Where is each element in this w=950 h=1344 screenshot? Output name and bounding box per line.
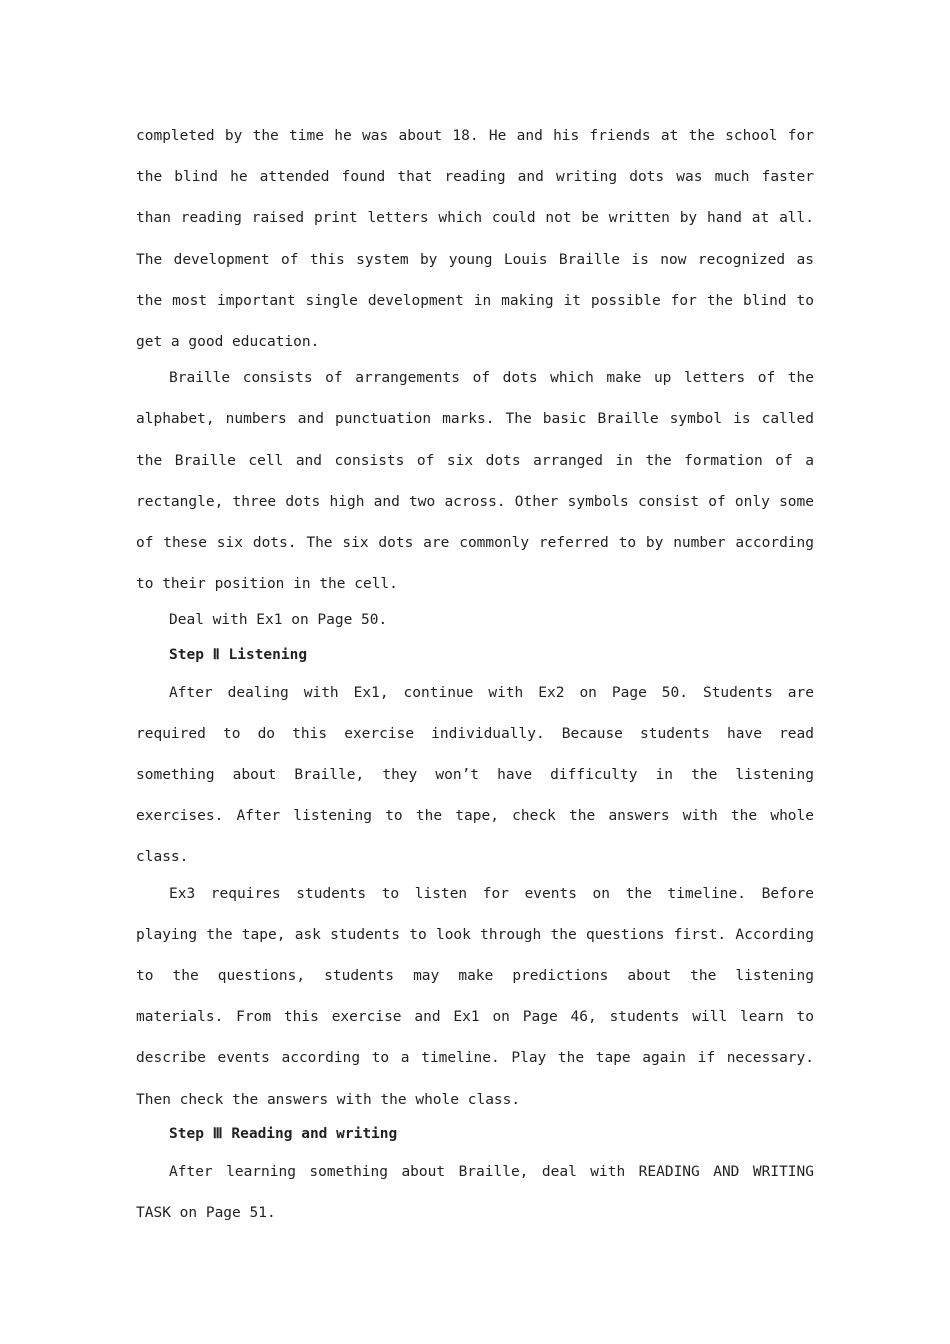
paragraph-braille-cell: Braille consists of arrangements of dots which make up letters of the alphabet, numbers and punctuation marks. The basic Braille symbol is called the Braille cell and consists of six dots arranged in the formation of a rectangle, three dots high and two across. Other symbols consist of only some of these six dots. The six dots are commonly referred to by number according to their position in the cell. bbox=[136, 370, 814, 593]
paragraph-reading-writing-task: After learning something about Braille, deal with READING AND WRITING TASK on Page 51. bbox=[136, 1163, 814, 1222]
paragraph-ex3-timeline: Ex3 requires students to listen for events on the timeline. Before playing the tape, ask students to look through the questions first. According to the questions, students may make predictions about the listening materials. From this exercise and Ex1 on Page 46, students will learn to describe events according to a timeline. Play the tape again if necessary. Then check the answers with the whole class. bbox=[136, 885, 814, 1108]
section-heading-reading-writing: Step Ⅲ Reading and writing bbox=[169, 1125, 398, 1142]
paragraph-ex1-instruction: Deal with Ex1 on Page 50. bbox=[169, 612, 388, 629]
paragraph-ex2-listening: After dealing with Ex1, continue with Ex2 on Page 50. Students are required to do this exercise individually. Because students have read something about Braille, they won’t have difficulty in the listening exercises. After listening to the tape, check the answers with the whole class. bbox=[136, 684, 814, 866]
paragraph-braille-history: completed by the time he was about 18. He and his friends at the school for the blind he attended found that reading and writing dots was much faster than reading raised print letters which could not be written by hand at all. The development of this system by young Louis Braille is now recognized as the most important single development in making it possible for the blind to get a good education. bbox=[136, 128, 814, 351]
document-page bbox=[136, 116, 814, 1229]
section-heading-listening: Step Ⅱ Listening bbox=[169, 646, 308, 663]
